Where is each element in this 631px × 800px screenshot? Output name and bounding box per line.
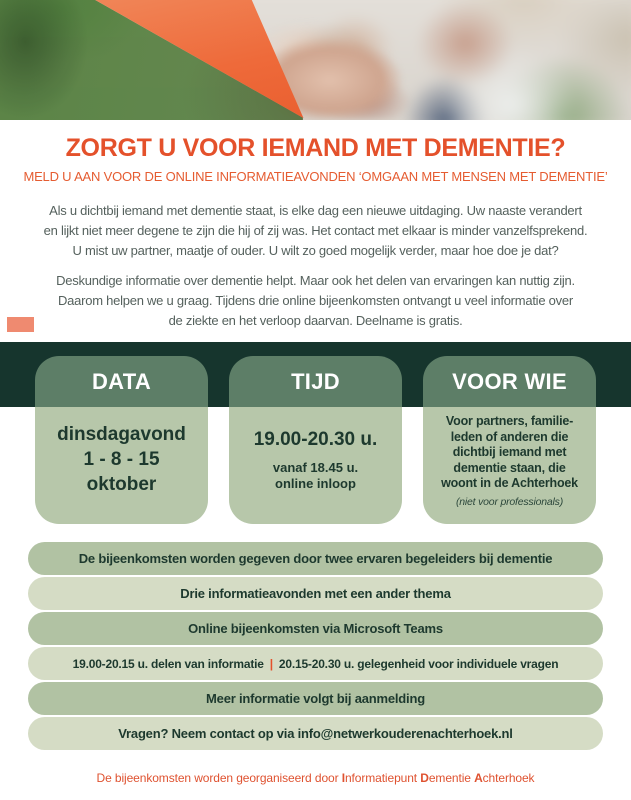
pill-programma xyxy=(28,647,603,680)
who-line: leden of anderen die xyxy=(450,429,569,444)
pill-teams: Online bijeenkomsten via Microsoft Teams xyxy=(28,612,603,645)
pill-themas: Drie informatieavonden met een ander thema xyxy=(28,577,603,610)
footer-initial: D xyxy=(420,771,429,785)
intro-line: de ziekte en het verloop daarvan. Deelname is gratis. xyxy=(168,313,463,328)
time-main: 19.00-20.30 u. xyxy=(253,429,378,450)
column-header-data: DATA xyxy=(35,356,208,407)
data-line: oktober xyxy=(86,474,157,495)
pill-contact-email: Vragen? Neem contact op via info@netwerkouderenachterhoek.nl xyxy=(28,717,603,750)
programma-left: 19.00-20.15 u. delen van informatie xyxy=(72,656,264,671)
time-sub-line: vanaf 18.45 u. xyxy=(272,460,359,475)
hero-photo xyxy=(0,0,631,120)
footer-organizer xyxy=(0,771,631,785)
footer-initial: A xyxy=(474,771,483,785)
who-line: dichtbij iemand met xyxy=(452,445,567,459)
accent-square xyxy=(7,317,34,332)
data-line: 1 - 8 - 15 xyxy=(83,449,160,470)
schedule-columns xyxy=(35,356,596,524)
intro-paragraph-2 xyxy=(0,271,631,331)
footer-word: chterhoek xyxy=(482,771,535,785)
orange-separator: | xyxy=(269,656,273,671)
page-subtitle: MELD U AAN VOOR DE ONLINE INFORMATIEAVONDEN ‘OMGAAN MET MENSEN MET DEMENTIE’ xyxy=(23,169,608,184)
column-header-tijd: TIJD xyxy=(229,356,402,407)
footer-prefix: De bijeenkomsten worden georganiseerd door xyxy=(96,771,342,785)
schedule-column-voorwie xyxy=(423,356,596,524)
pill-meer-informatie: Meer informatie volgt bij aanmelding xyxy=(28,682,603,715)
info-pill-list xyxy=(28,542,603,752)
schedule-column-tijd xyxy=(229,356,402,524)
schedule-column-data xyxy=(35,356,208,524)
who-line: woont in de Achterhoek xyxy=(441,476,578,490)
who-note: (niet voor professionals) xyxy=(455,495,564,508)
intro-line: en lijkt niet meer degene te zijn die hij of zij was. Het contact met elkaar is minder vanzelfsprekend. xyxy=(43,223,588,238)
time-sub xyxy=(229,451,402,492)
footer-word: ementie xyxy=(428,771,475,785)
column-body-tijd xyxy=(229,407,402,524)
column-body-voorwie xyxy=(423,407,596,524)
intro-paragraph-1 xyxy=(0,201,631,261)
column-body-data xyxy=(35,407,208,524)
who-line: Voor partners, familie- xyxy=(445,414,574,428)
intro-line: Deskundige informatie over dementie helpt. Maar ook het delen van ervaringen kan nuttig zijn. xyxy=(56,273,575,288)
data-line: dinsdagavond xyxy=(57,424,186,445)
footer-initial: I xyxy=(341,771,345,785)
column-header-voorwie: VOOR WIE xyxy=(423,356,596,407)
intro-line: Daarom helpen we u graag. Tijdens drie online bijeenkomsten ontvangt u veel informatie over xyxy=(58,293,573,308)
page-title: ZORGT U VOOR IEMAND MET DEMENTIE? xyxy=(65,134,566,162)
pill-begeleiders: De bijeenkomsten worden gegeven door twee ervaren begeleiders bij dementie xyxy=(28,542,603,575)
footer-word: nformatiepunt xyxy=(344,771,421,785)
intro-line: U mist uw partner, maatje of ouder. U wilt zo goed mogelijk verder, maar hoe doe je dat? xyxy=(72,243,559,258)
time-sub-line: online inloop xyxy=(275,476,356,491)
programma-right: 20.15-20.30 u. gelegenheid voor individuele vragen xyxy=(278,656,559,671)
intro-line: Als u dichtbij iemand met dementie staat, is elke dag een nieuwe uitdaging. Uw naaste verandert xyxy=(49,203,582,218)
who-line: dementie staan, die xyxy=(453,460,566,475)
